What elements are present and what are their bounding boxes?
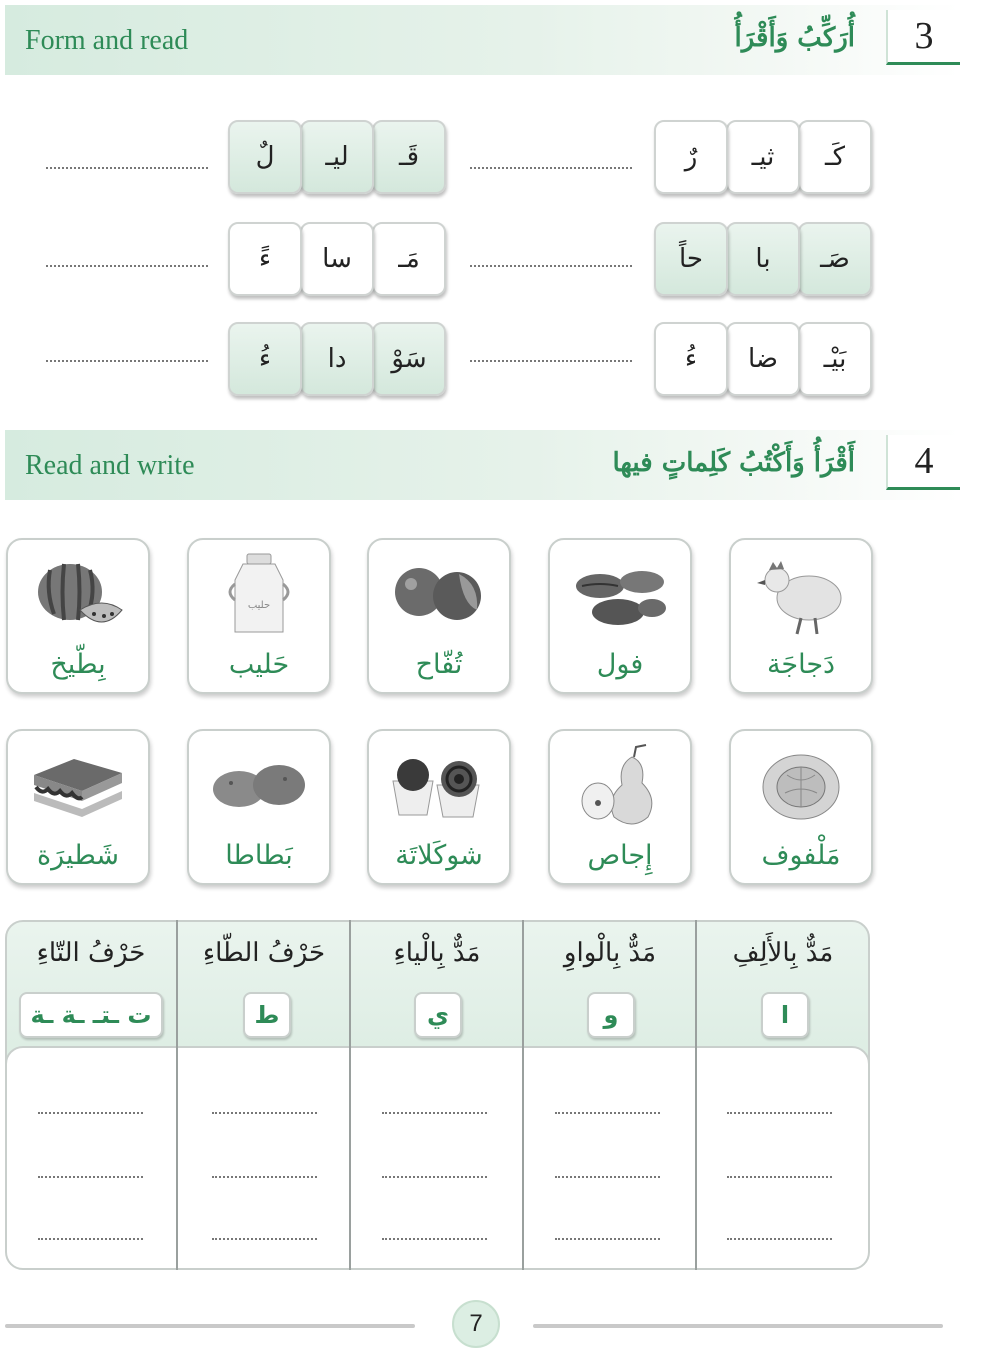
- write-line[interactable]: [555, 1238, 660, 1240]
- puzzle-piece: سا: [300, 222, 374, 296]
- word-card: [548, 729, 692, 885]
- word-card: [187, 729, 331, 885]
- column-title: حَرْفُ الطّاءِ: [202, 938, 326, 968]
- write-line[interactable]: [727, 1112, 832, 1114]
- pear-icon: [570, 741, 670, 831]
- write-line[interactable]: [382, 1112, 487, 1114]
- write-line[interactable]: [212, 1112, 317, 1114]
- puzzle-piece: حاً: [654, 222, 728, 296]
- column-letter: ط: [243, 992, 291, 1038]
- section4-number: 4: [886, 435, 960, 490]
- word-label: بَطاطا: [225, 840, 293, 871]
- puzzle-piece: ثيـ: [726, 120, 800, 194]
- word-card: [367, 729, 511, 885]
- puzzle-piece: ءُ: [228, 322, 302, 396]
- word-label: فول: [596, 649, 644, 680]
- word-label: تُفّاح: [415, 649, 463, 680]
- word-card: [729, 538, 873, 694]
- write-line[interactable]: [555, 1176, 660, 1178]
- word-label: مَلْفوف: [761, 840, 841, 871]
- column-divider: [176, 920, 178, 1270]
- column-divider: [695, 920, 697, 1270]
- word-card: [187, 538, 331, 694]
- write-line[interactable]: [382, 1176, 487, 1178]
- puzzle-piece: ءُ: [654, 322, 728, 396]
- column-letter: ا: [761, 992, 809, 1038]
- puzzle-piece: ءً: [228, 222, 302, 296]
- section3-header: [5, 5, 960, 75]
- answer-line[interactable]: [470, 265, 632, 267]
- write-line[interactable]: [212, 1238, 317, 1240]
- column-title: مَدٌّ بِالْواوِ: [563, 938, 657, 968]
- puzzle-piece: صَـ: [798, 222, 872, 296]
- write-line[interactable]: [727, 1238, 832, 1240]
- beans-icon: [570, 550, 670, 640]
- puzzle-piece: دا: [300, 322, 374, 396]
- watermelon-icon: [28, 550, 128, 640]
- puzzle-piece: لٌ: [228, 120, 302, 194]
- puzzle-piece: ضا: [726, 322, 800, 396]
- word-label: دَجاجَة: [766, 649, 836, 680]
- puzzle-piece: مَـ: [372, 222, 446, 296]
- column-letter: ت ـتـ ـة ـة: [19, 992, 163, 1038]
- table-body: [5, 1046, 870, 1270]
- chocolate-icon: [389, 741, 489, 831]
- puzzle-piece: كَـ: [798, 120, 872, 194]
- write-line[interactable]: [555, 1112, 660, 1114]
- column-title: حَرْفُ التّاءِ: [36, 938, 146, 968]
- answer-line[interactable]: [470, 360, 632, 362]
- word-label: شوكَلاتَة: [395, 840, 483, 871]
- page-number: 7: [452, 1300, 500, 1348]
- write-line[interactable]: [38, 1112, 143, 1114]
- puzzle-piece: ليـ: [300, 120, 374, 194]
- section4-title-en: Read and write: [25, 450, 195, 481]
- potato-icon: [209, 741, 309, 831]
- section4-title-ar: أَقْرَأُ وَأَكْتُبُ كَلِماتٍ فيها: [612, 448, 855, 478]
- column-letter: و: [587, 992, 635, 1038]
- word-card: [548, 538, 692, 694]
- column-title: مَدٌّ بِالْياءِ: [393, 938, 481, 968]
- column-title: مَدٌّ بِالأَلِفِ: [732, 938, 834, 968]
- sandwich-icon: [28, 741, 128, 831]
- section3-title-ar: أُرَكِّبُ وَأَقْرَأُ: [734, 23, 855, 53]
- puzzle-piece: با: [726, 222, 800, 296]
- word-label: شَطيرَة: [37, 840, 119, 871]
- section3-number: 3: [886, 10, 960, 65]
- write-line[interactable]: [38, 1238, 143, 1240]
- word-label: حَليب: [228, 649, 290, 680]
- puzzle-piece: سَوْ: [372, 322, 446, 396]
- word-card: [6, 538, 150, 694]
- puzzle-piece: قَـ: [372, 120, 446, 194]
- answer-line[interactable]: [46, 265, 208, 267]
- word-card: [6, 729, 150, 885]
- word-card: [729, 729, 873, 885]
- puzzle-piece: بَيْـ: [798, 322, 872, 396]
- answer-line[interactable]: [470, 167, 632, 169]
- word-card: [367, 538, 511, 694]
- write-line[interactable]: [382, 1238, 487, 1240]
- apples-icon: [389, 550, 489, 640]
- section4-header: [5, 430, 960, 500]
- puzzle-piece: رٌ: [654, 120, 728, 194]
- answer-line[interactable]: [46, 360, 208, 362]
- word-label: بِطّيخ: [50, 649, 106, 680]
- column-divider: [522, 920, 524, 1270]
- svg-text:حليب: حليب: [247, 600, 271, 611]
- column-letter: ي: [414, 992, 462, 1038]
- section3-title-en: Form and read: [25, 25, 189, 56]
- footer-line-left: [5, 1324, 415, 1328]
- write-line[interactable]: [727, 1176, 832, 1178]
- footer-line-right: [533, 1324, 943, 1328]
- cabbage-icon: [751, 741, 851, 831]
- milk-can-icon: [209, 550, 309, 640]
- chicken-icon: [751, 550, 851, 640]
- classification-table: [5, 920, 870, 1270]
- word-label: إِجاص: [587, 840, 653, 871]
- answer-line[interactable]: [46, 167, 208, 169]
- write-line[interactable]: [212, 1176, 317, 1178]
- column-divider: [349, 920, 351, 1270]
- write-line[interactable]: [38, 1176, 143, 1178]
